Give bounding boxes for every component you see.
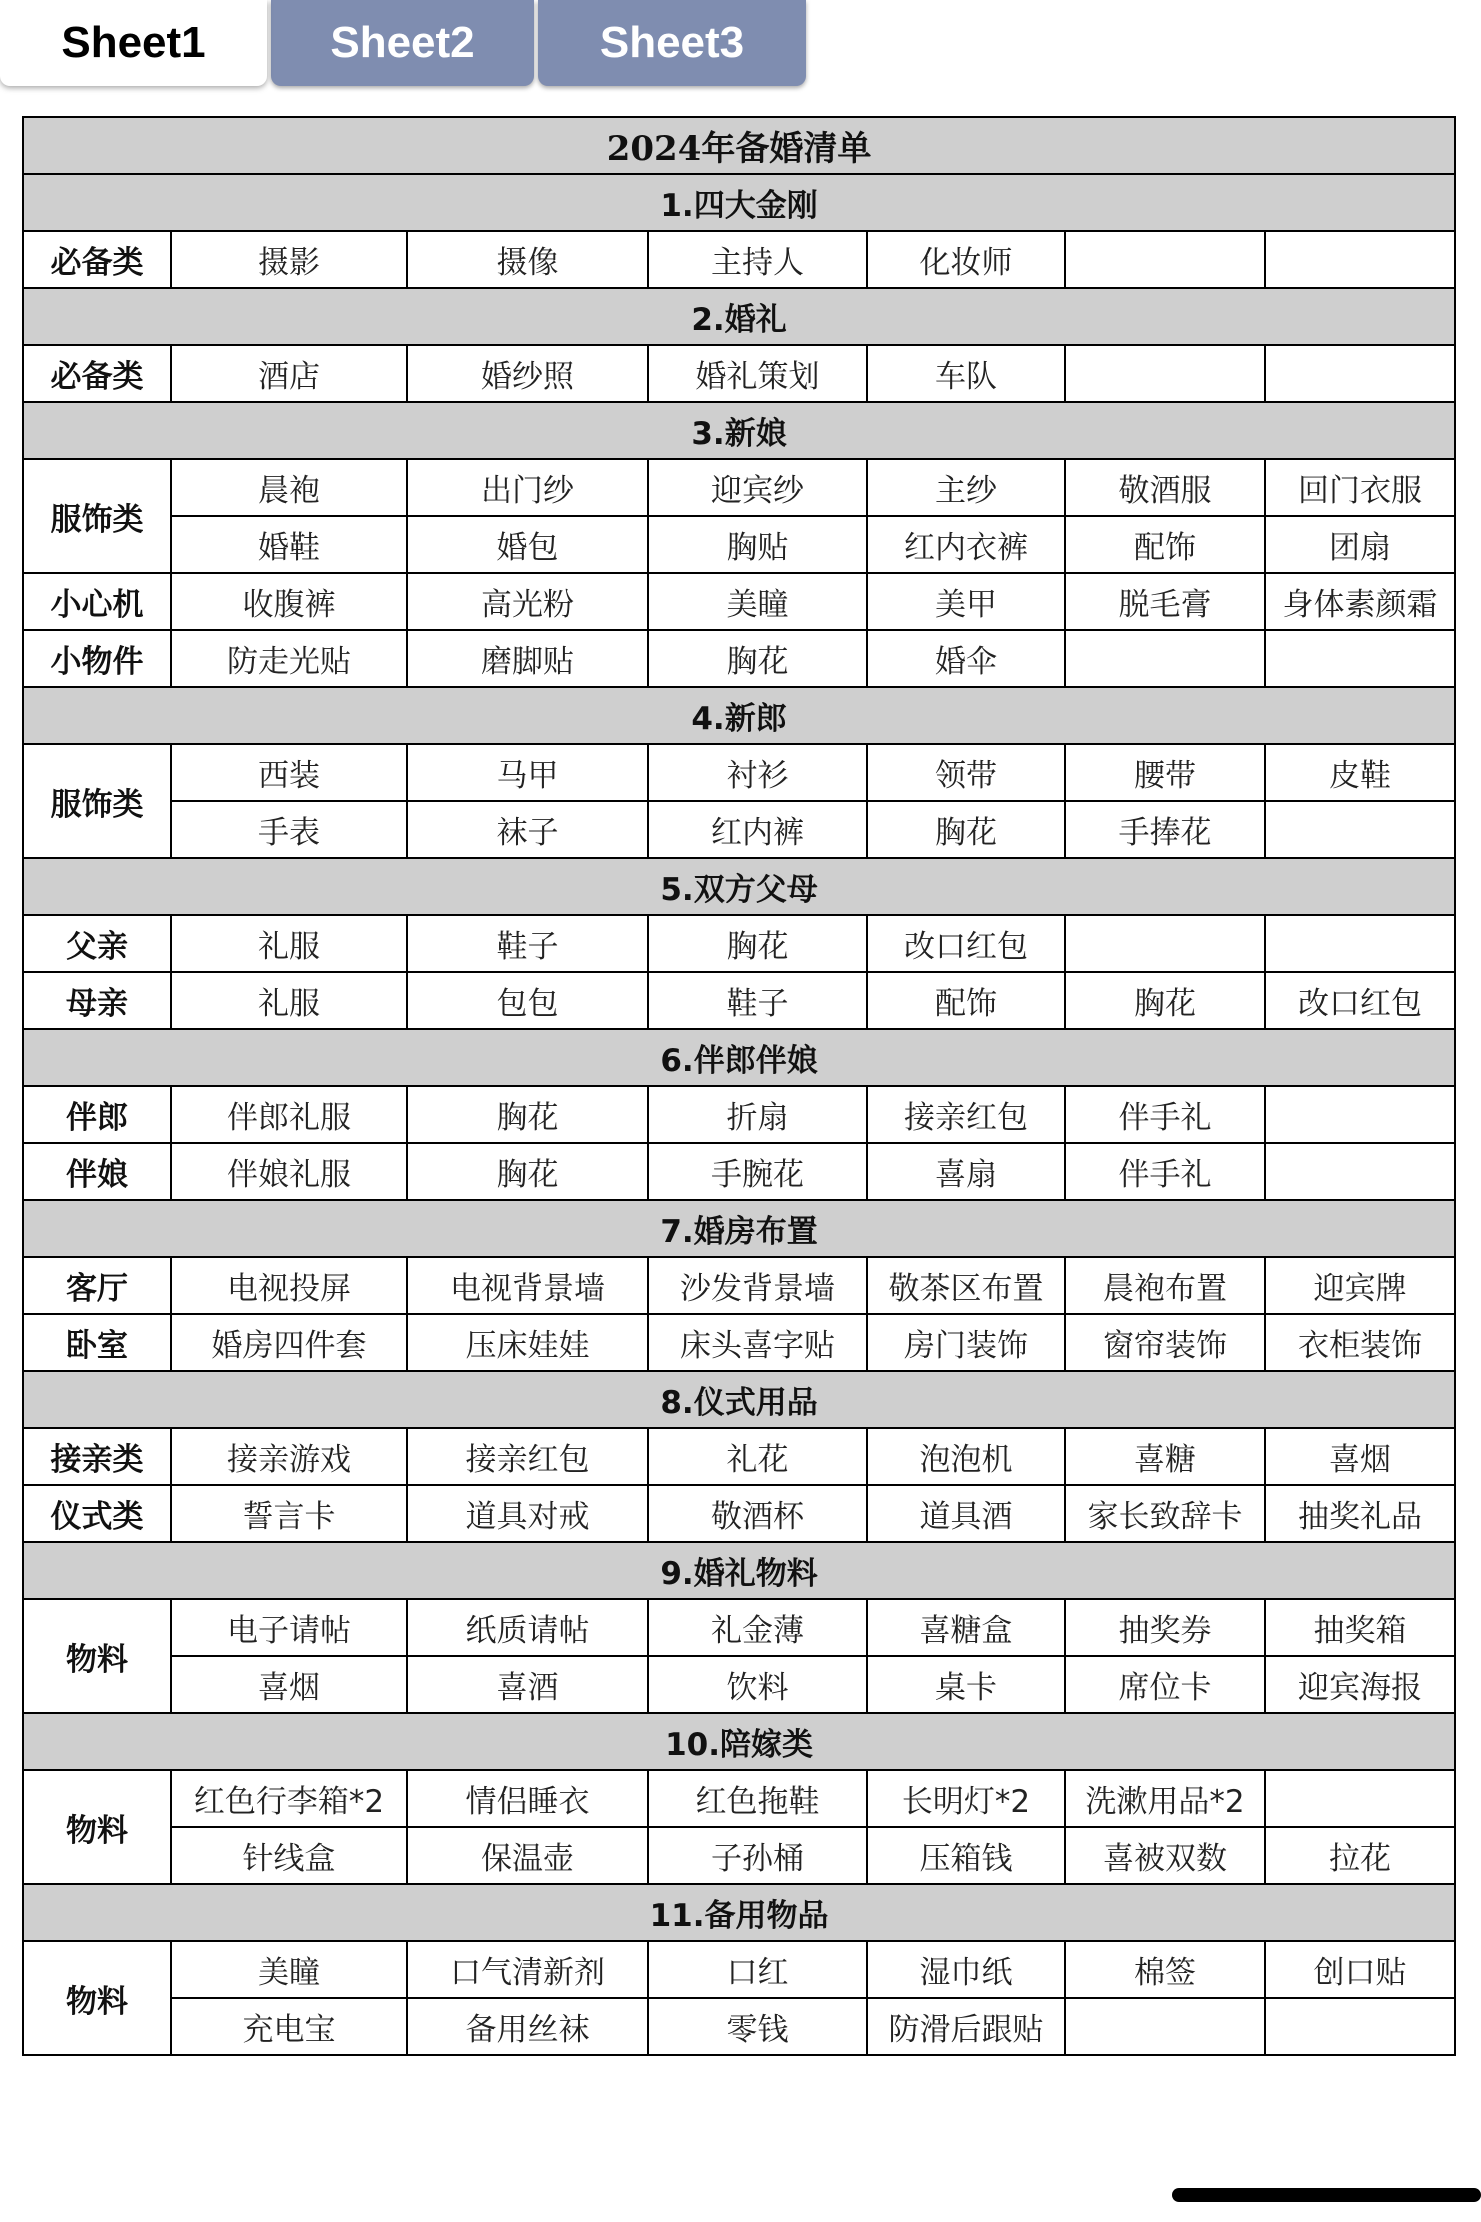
item-cell[interactable]: 道具对戒 bbox=[407, 1485, 648, 1542]
table-row bbox=[23, 1656, 1455, 1713]
item-cell[interactable]: 礼服 bbox=[171, 972, 407, 1029]
category-cell[interactable]: 物料 bbox=[23, 1770, 171, 1884]
item-cell[interactable] bbox=[1265, 1143, 1455, 1200]
item-cell[interactable]: 敬茶区布置 bbox=[867, 1257, 1065, 1314]
spreadsheet-grid bbox=[22, 116, 1456, 2056]
item-cell[interactable]: 床头喜字贴 bbox=[648, 1314, 867, 1371]
item-cell[interactable]: 婚鞋 bbox=[171, 516, 407, 573]
item-cell[interactable]: 压床娃娃 bbox=[407, 1314, 648, 1371]
item-cell[interactable]: 领带 bbox=[867, 744, 1065, 801]
item-cell[interactable]: 纸质请帖 bbox=[407, 1599, 648, 1656]
item-cell[interactable]: 电视投屏 bbox=[171, 1257, 407, 1314]
item-cell[interactable]: 伴娘礼服 bbox=[171, 1143, 407, 1200]
item-cell[interactable] bbox=[1265, 801, 1455, 858]
item-cell[interactable] bbox=[1265, 630, 1455, 687]
category-cell[interactable]: 接亲类 bbox=[23, 1428, 171, 1485]
item-cell[interactable]: 洗漱用品*2 bbox=[1065, 1770, 1265, 1827]
item-cell[interactable]: 备用丝袜 bbox=[407, 1998, 648, 2055]
item-cell[interactable]: 胸花 bbox=[407, 1086, 648, 1143]
item-cell[interactable] bbox=[1065, 1998, 1265, 2055]
item-cell[interactable]: 身体素颜霜 bbox=[1265, 573, 1455, 630]
tab-sheet3[interactable]: Sheet3 bbox=[538, 0, 806, 86]
section-heading-cell[interactable]: 9.婚礼物料 bbox=[23, 1542, 1455, 1599]
item-cell[interactable]: 红色拖鞋 bbox=[648, 1770, 867, 1827]
item-cell[interactable]: 婚伞 bbox=[867, 630, 1065, 687]
item-cell[interactable]: 摄像 bbox=[407, 231, 648, 288]
item-cell[interactable]: 美瞳 bbox=[648, 573, 867, 630]
item-cell[interactable]: 婚礼策划 bbox=[648, 345, 867, 402]
item-cell[interactable]: 喜烟 bbox=[1265, 1428, 1455, 1485]
item-cell[interactable]: 红内衣裤 bbox=[867, 516, 1065, 573]
item-cell[interactable]: 出门纱 bbox=[407, 459, 648, 516]
item-cell[interactable] bbox=[1265, 1770, 1455, 1827]
table-row bbox=[23, 516, 1455, 573]
category-cell[interactable]: 小物件 bbox=[23, 630, 171, 687]
item-cell[interactable]: 保温壶 bbox=[407, 1827, 648, 1884]
item-cell[interactable]: 零钱 bbox=[648, 1998, 867, 2055]
item-cell[interactable]: 压箱钱 bbox=[867, 1827, 1065, 1884]
item-cell[interactable]: 衣柜装饰 bbox=[1265, 1314, 1455, 1371]
table-row bbox=[23, 915, 1455, 972]
item-cell[interactable]: 腰带 bbox=[1065, 744, 1265, 801]
table-row bbox=[23, 1143, 1455, 1200]
section-heading-cell[interactable]: 1.四大金刚 bbox=[23, 174, 1455, 231]
item-cell[interactable]: 摄影 bbox=[171, 231, 407, 288]
category-cell[interactable]: 仪式类 bbox=[23, 1485, 171, 1542]
tab-sheet1[interactable]: Sheet1 bbox=[0, 0, 267, 86]
item-cell[interactable]: 手腕花 bbox=[648, 1143, 867, 1200]
section-header-row bbox=[23, 858, 1455, 915]
category-cell[interactable]: 卧室 bbox=[23, 1314, 171, 1371]
item-cell[interactable]: 敬酒杯 bbox=[648, 1485, 867, 1542]
category-cell[interactable]: 客厅 bbox=[23, 1257, 171, 1314]
item-cell[interactable]: 饮料 bbox=[648, 1656, 867, 1713]
item-cell[interactable]: 酒店 bbox=[171, 345, 407, 402]
item-cell[interactable]: 抽奖箱 bbox=[1265, 1599, 1455, 1656]
table-row bbox=[23, 1941, 1455, 1998]
item-cell[interactable] bbox=[1265, 1998, 1455, 2055]
section-header-row bbox=[23, 1542, 1455, 1599]
section-header-row bbox=[23, 1200, 1455, 1257]
item-cell[interactable]: 接亲游戏 bbox=[171, 1428, 407, 1485]
table-row bbox=[23, 1770, 1455, 1827]
item-cell[interactable]: 胸花 bbox=[648, 630, 867, 687]
item-cell[interactable]: 手捧花 bbox=[1065, 801, 1265, 858]
item-cell[interactable]: 配饰 bbox=[1065, 516, 1265, 573]
category-cell[interactable]: 伴娘 bbox=[23, 1143, 171, 1200]
item-cell[interactable]: 喜被双数 bbox=[1065, 1827, 1265, 1884]
table-row bbox=[23, 231, 1455, 288]
category-cell[interactable]: 服饰类 bbox=[23, 744, 171, 858]
item-cell[interactable]: 车队 bbox=[867, 345, 1065, 402]
item-cell[interactable]: 长明灯*2 bbox=[867, 1770, 1065, 1827]
item-cell[interactable]: 喜糖 bbox=[1065, 1428, 1265, 1485]
category-cell[interactable]: 物料 bbox=[23, 1599, 171, 1713]
item-cell[interactable] bbox=[1065, 630, 1265, 687]
item-cell[interactable]: 席位卡 bbox=[1065, 1656, 1265, 1713]
tab-sheet2[interactable]: Sheet2 bbox=[271, 0, 534, 86]
item-cell[interactable] bbox=[1265, 915, 1455, 972]
item-cell[interactable]: 迎宾牌 bbox=[1265, 1257, 1455, 1314]
table-row bbox=[23, 630, 1455, 687]
item-cell[interactable]: 晨袍 bbox=[171, 459, 407, 516]
item-cell[interactable]: 脱毛膏 bbox=[1065, 573, 1265, 630]
item-cell[interactable] bbox=[1065, 915, 1265, 972]
item-cell[interactable]: 电视背景墙 bbox=[407, 1257, 648, 1314]
item-cell[interactable]: 敬酒服 bbox=[1065, 459, 1265, 516]
item-cell[interactable]: 沙发背景墙 bbox=[648, 1257, 867, 1314]
item-cell[interactable]: 喜烟 bbox=[171, 1656, 407, 1713]
item-cell[interactable]: 接亲红包 bbox=[867, 1086, 1065, 1143]
item-cell[interactable] bbox=[1065, 231, 1265, 288]
item-cell[interactable]: 回门衣服 bbox=[1265, 459, 1455, 516]
item-cell[interactable]: 伴郎礼服 bbox=[171, 1086, 407, 1143]
item-cell[interactable]: 充电宝 bbox=[171, 1998, 407, 2055]
item-cell[interactable]: 婚房四件套 bbox=[171, 1314, 407, 1371]
item-cell[interactable]: 胸花 bbox=[867, 801, 1065, 858]
item-cell[interactable]: 皮鞋 bbox=[1265, 744, 1455, 801]
section-header-row bbox=[23, 402, 1455, 459]
section-header-row bbox=[23, 1884, 1455, 1941]
table-row bbox=[23, 459, 1455, 516]
item-cell[interactable]: 改口红包 bbox=[1265, 972, 1455, 1029]
item-cell[interactable]: 改口红包 bbox=[867, 915, 1065, 972]
table-row bbox=[23, 1257, 1455, 1314]
item-cell[interactable]: 礼金薄 bbox=[648, 1599, 867, 1656]
item-cell[interactable]: 喜糖盒 bbox=[867, 1599, 1065, 1656]
item-cell[interactable] bbox=[1265, 345, 1455, 402]
table-row bbox=[23, 801, 1455, 858]
item-cell[interactable]: 迎宾纱 bbox=[648, 459, 867, 516]
category-cell[interactable]: 小心机 bbox=[23, 573, 171, 630]
item-cell[interactable]: 抽奖券 bbox=[1065, 1599, 1265, 1656]
item-cell[interactable]: 喜酒 bbox=[407, 1656, 648, 1713]
item-cell[interactable]: 折扇 bbox=[648, 1086, 867, 1143]
item-cell[interactable]: 情侣睡衣 bbox=[407, 1770, 648, 1827]
item-cell[interactable]: 家长致辞卡 bbox=[1065, 1485, 1265, 1542]
item-cell[interactable]: 西装 bbox=[171, 744, 407, 801]
item-cell[interactable]: 迎宾海报 bbox=[1265, 1656, 1455, 1713]
section-heading-cell[interactable]: 3.新娘 bbox=[23, 402, 1455, 459]
section-header-row bbox=[23, 687, 1455, 744]
item-cell[interactable]: 马甲 bbox=[407, 744, 648, 801]
section-header-row bbox=[23, 1029, 1455, 1086]
item-cell[interactable]: 子孙桶 bbox=[648, 1827, 867, 1884]
category-cell[interactable]: 必备类 bbox=[23, 231, 171, 288]
item-cell[interactable]: 电子请帖 bbox=[171, 1599, 407, 1656]
section-heading-cell[interactable]: 5.双方父母 bbox=[23, 858, 1455, 915]
sheet-tab-bar bbox=[0, 0, 1481, 90]
table-row bbox=[23, 1998, 1455, 2055]
item-cell[interactable] bbox=[1065, 345, 1265, 402]
section-header-row bbox=[23, 1713, 1455, 1770]
category-cell[interactable]: 物料 bbox=[23, 1941, 171, 2055]
item-cell[interactable]: 鞋子 bbox=[648, 972, 867, 1029]
item-cell[interactable]: 手表 bbox=[171, 801, 407, 858]
item-cell[interactable]: 抽奖礼品 bbox=[1265, 1485, 1455, 1542]
item-cell[interactable]: 口气清新剂 bbox=[407, 1941, 648, 1998]
home-indicator bbox=[1172, 2188, 1481, 2202]
item-cell[interactable]: 防走光贴 bbox=[171, 630, 407, 687]
item-cell[interactable]: 美甲 bbox=[867, 573, 1065, 630]
item-cell[interactable]: 配饰 bbox=[867, 972, 1065, 1029]
item-cell[interactable]: 鞋子 bbox=[407, 915, 648, 972]
item-cell[interactable]: 收腹裤 bbox=[171, 573, 407, 630]
section-heading-cell[interactable]: 4.新郎 bbox=[23, 687, 1455, 744]
section-heading-cell[interactable]: 11.备用物品 bbox=[23, 1884, 1455, 1941]
table-row bbox=[23, 1827, 1455, 1884]
item-cell[interactable]: 湿巾纸 bbox=[867, 1941, 1065, 1998]
title-row bbox=[23, 117, 1455, 174]
table-row bbox=[23, 1485, 1455, 1542]
item-cell[interactable]: 磨脚贴 bbox=[407, 630, 648, 687]
item-cell[interactable]: 红色行李箱*2 bbox=[171, 1770, 407, 1827]
item-cell[interactable]: 礼花 bbox=[648, 1428, 867, 1485]
item-cell[interactable]: 胸花 bbox=[407, 1143, 648, 1200]
item-cell[interactable]: 胸花 bbox=[648, 915, 867, 972]
section-header-row bbox=[23, 288, 1455, 345]
table-row bbox=[23, 345, 1455, 402]
item-cell[interactable]: 胸贴 bbox=[648, 516, 867, 573]
table-row bbox=[23, 972, 1455, 1029]
item-cell[interactable]: 礼服 bbox=[171, 915, 407, 972]
item-cell[interactable]: 窗帘装饰 bbox=[1065, 1314, 1265, 1371]
item-cell[interactable]: 主纱 bbox=[867, 459, 1065, 516]
item-cell[interactable] bbox=[1265, 1086, 1455, 1143]
table-row bbox=[23, 1428, 1455, 1485]
item-cell[interactable]: 伴手礼 bbox=[1065, 1143, 1265, 1200]
section-heading-cell[interactable]: 7.婚房布置 bbox=[23, 1200, 1455, 1257]
item-cell[interactable]: 高光粉 bbox=[407, 573, 648, 630]
item-cell[interactable] bbox=[1265, 231, 1455, 288]
item-cell[interactable]: 针线盒 bbox=[171, 1827, 407, 1884]
table-row bbox=[23, 1599, 1455, 1656]
item-cell[interactable]: 团扇 bbox=[1265, 516, 1455, 573]
item-cell[interactable]: 婚纱照 bbox=[407, 345, 648, 402]
section-heading-cell[interactable]: 8.仪式用品 bbox=[23, 1371, 1455, 1428]
category-cell[interactable]: 服饰类 bbox=[23, 459, 171, 573]
item-cell[interactable]: 道具酒 bbox=[867, 1485, 1065, 1542]
section-heading-cell[interactable]: 6.伴郎伴娘 bbox=[23, 1029, 1455, 1086]
item-cell[interactable]: 拉花 bbox=[1265, 1827, 1455, 1884]
item-cell[interactable]: 房门装饰 bbox=[867, 1314, 1065, 1371]
item-cell[interactable]: 棉签 bbox=[1065, 1941, 1265, 1998]
item-cell[interactable]: 桌卡 bbox=[867, 1656, 1065, 1713]
item-cell[interactable]: 口红 bbox=[648, 1941, 867, 1998]
item-cell[interactable]: 泡泡机 bbox=[867, 1428, 1065, 1485]
category-cell[interactable]: 伴郎 bbox=[23, 1086, 171, 1143]
item-cell[interactable]: 接亲红包 bbox=[407, 1428, 648, 1485]
category-cell[interactable]: 母亲 bbox=[23, 972, 171, 1029]
category-cell[interactable]: 父亲 bbox=[23, 915, 171, 972]
table-row bbox=[23, 1314, 1455, 1371]
item-cell[interactable]: 晨袍布置 bbox=[1065, 1257, 1265, 1314]
sheet-title-cell[interactable]: 2024年备婚清单 bbox=[23, 117, 1455, 174]
section-header-row bbox=[23, 1371, 1455, 1428]
section-heading-cell[interactable]: 2.婚礼 bbox=[23, 288, 1455, 345]
section-header-row bbox=[23, 174, 1455, 231]
item-cell[interactable]: 主持人 bbox=[648, 231, 867, 288]
item-cell[interactable]: 喜扇 bbox=[867, 1143, 1065, 1200]
item-cell[interactable]: 创口贴 bbox=[1265, 1941, 1455, 1998]
table-row bbox=[23, 744, 1455, 801]
item-cell[interactable]: 婚包 bbox=[407, 516, 648, 573]
item-cell[interactable]: 誓言卡 bbox=[171, 1485, 407, 1542]
section-heading-cell[interactable]: 10.陪嫁类 bbox=[23, 1713, 1455, 1770]
table-row bbox=[23, 1086, 1455, 1143]
item-cell[interactable]: 胸花 bbox=[1065, 972, 1265, 1029]
item-cell[interactable]: 红内裤 bbox=[648, 801, 867, 858]
item-cell[interactable]: 伴手礼 bbox=[1065, 1086, 1265, 1143]
category-cell[interactable]: 必备类 bbox=[23, 345, 171, 402]
item-cell[interactable]: 防滑后跟贴 bbox=[867, 1998, 1065, 2055]
item-cell[interactable]: 衬衫 bbox=[648, 744, 867, 801]
item-cell[interactable]: 美瞳 bbox=[171, 1941, 407, 1998]
item-cell[interactable]: 袜子 bbox=[407, 801, 648, 858]
table-row bbox=[23, 573, 1455, 630]
item-cell[interactable]: 化妆师 bbox=[867, 231, 1065, 288]
item-cell[interactable]: 包包 bbox=[407, 972, 648, 1029]
